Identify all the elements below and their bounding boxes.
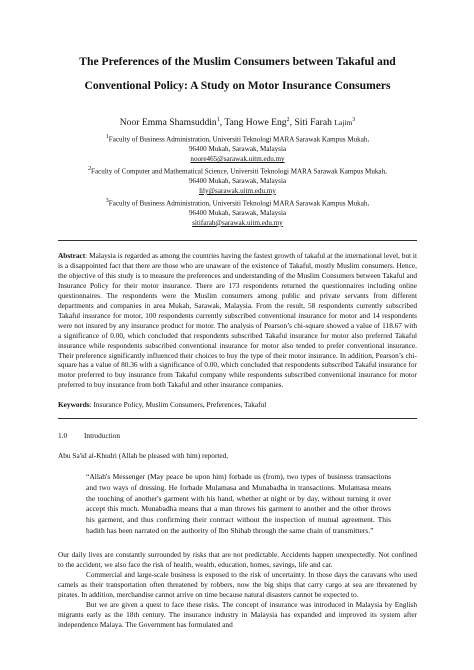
author-name: Siti Farah (294, 117, 332, 129)
body-paragraph: Commercial and large-scale business is exposed to the risk of uncertainty. In those days the caravans who used camels as their transportation often threatened by robbers, now the big ships that carry cargo at sea are threatened by pirates. In addition, merchandise cannot arrive on time because natural disasters cannot be expected to. (58, 570, 417, 600)
abstract (58, 251, 417, 390)
affiliation-email-link[interactable]: noore465@sarawak.uitm.edu.my (190, 155, 285, 164)
author-name: Noor Emma Shamsuddin (119, 117, 217, 129)
title-line-2: Conventional Policy: A Study on Motor Insurance Consumers (84, 79, 391, 92)
affiliation-address: 96400 Mukah, Sarawak, Malaysia (188, 208, 287, 217)
section-divider (58, 418, 417, 419)
block-quote: “Allah's Messenger (May peace be upon him) forbade us (from), two types of business transactions and two ways of dressing. He forbade Mulamasa and Munabadha in transactions. Mulamasa means the touching of another's garment with his hand, whether at night or by day, without turning it over accept this much. Munabadha means that a man throws his garment to another and the other throws his garment, and thus confirming their contract without the inspection of mutual agreement. This hadith has been narrated on the authority of Ibn Shihab through the same chain of transmitters.” (86, 472, 391, 535)
section-heading (58, 431, 417, 440)
affiliation-sup: 1 (105, 134, 109, 141)
affiliation-institution: Faculty of Business Administration, Universiti Teknologi MARA Sarawak Kampus Mukah, (108, 135, 370, 144)
affiliations (58, 133, 417, 228)
section-title: Introduction (84, 431, 121, 441)
body-paragraph: Our daily lives are constantly surrounded by risks that are not predictable. Accidents happen unexpectedly. Not confined to the accident, we also face the risk of health, wealth, education, homes, savings, life and car. (58, 550, 417, 570)
keywords-text: : Insurance Policy, Muslim Consumers, Preferences, Takaful (89, 400, 267, 410)
author-suffix: Lajim (334, 118, 353, 128)
abstract-label: Abstract (58, 251, 86, 261)
affiliation-institution: Faculty of Business Administration, Universiti Teknologi MARA Sarawak Kampus Mukah, (108, 199, 370, 208)
affiliation-sup: 3 (105, 197, 109, 204)
body-paragraph: But we are given a quest to face these risks. The concept of insurance was introduced in Malaysia by English migrants early as the 18th century. The insurance industry in Malaysia has expanded and improved its system after independence Malaya. The Government has formulated and (58, 600, 417, 630)
abstract-text: : Malaysia is regarded as among the countries having the fastest growth of takaful at the international level, but it is a disappointed fact that there are those who are unaware of the existence of Takaful, mostly Muslim consumers. Hence, the objective of this study is to measure the preferences and understanding of the Muslim Consumers between Takaful and Insurance Policy for their motor insurance. There are 173 respondents returned the questionnaires including online questionnaires. The respondents were the Muslim consumers among public and private servants from different departments and companies in area Mukah, Sarawak, Malaysia. From the result, 58 respondents currently subscribed Takaful insurance for motor, 100 respondents currently subscribed conventional insurance for motor and 14 respondents were not insured by any insurance product for motor. The analysis of Pearson’s chi-square showed a value of 118.67 with a significance of 0.00, which concluded that respondents subscribed Takaful insurance for motor also preferred Takaful insurance while respondents subscribed conventional insurance for motor also tended to prefer conventional insurance. Their preference significantly influenced their choices to buy the type of their motor insurance. In addition, Pearson’s chi-square has a value of 80.36 with a significance of 0.00, which concluded that respondents subscribed Takaful insurance for motor preferred to buy insurance from Takaful company while respondents subscribed conventional insurance for motor preferred to buy insurance from both Takaful and other insurance companies. (58, 251, 417, 390)
affiliation-2 (58, 165, 417, 197)
affiliation-1 (58, 133, 417, 165)
lead-paragraph: Abu Sa'id al-Khudri (Allah be pleased with him) reported, (58, 451, 229, 461)
keywords (58, 400, 417, 410)
author-list: Noor Emma Shamsuddin$^1$, Tang Howe Eng$^2$, Siti Farah Lajim$^3$ (119, 117, 356, 129)
affiliation-institution: Faculty of Computer and Mathematical Science, Universiti Teknologi MARA Sarawak Kampus Mukah, (91, 167, 387, 176)
author-sup: 1 (216, 117, 220, 123)
section-number: 1.0 (58, 431, 68, 441)
affiliation-sup: 2 (88, 165, 92, 172)
affiliation-address: 96400 Mukah, Sarawak, Malaysia (188, 145, 287, 154)
affiliation-address: 96400 Mukah, Sarawak, Malaysia (188, 177, 287, 186)
author-name: Tang Howe Eng (224, 117, 287, 129)
affiliation-email-link[interactable]: lily@sarawak.uitm.edu.my (199, 186, 276, 195)
keywords-label: Keywords (58, 400, 90, 410)
section-divider (58, 240, 417, 241)
affiliation-3 (58, 197, 417, 229)
author-sup: 2 (286, 117, 290, 123)
title-line-1: The Preferences of the Muslim Consumers between Takaful and (79, 55, 396, 68)
paper-title (58, 0, 417, 98)
affiliation-email-link[interactable]: sitifarah@sarawak.uitm.edu.my (192, 218, 283, 227)
author-sup: 3 (352, 117, 356, 123)
